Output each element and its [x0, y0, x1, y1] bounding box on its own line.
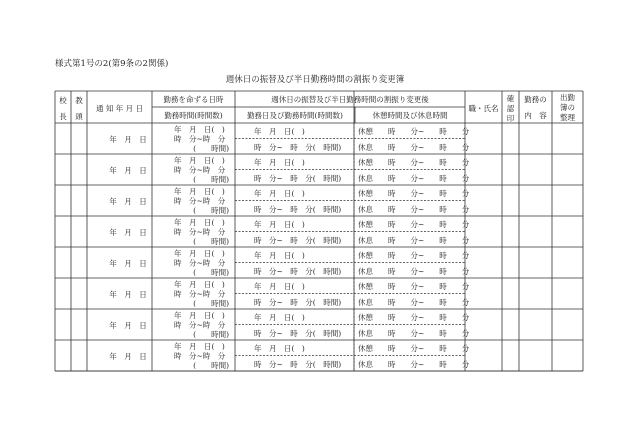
- row-rest-time: 休息 時 分~ 時 分: [358, 329, 470, 338]
- row-rest-time: 休息 時 分~ 時 分: [358, 205, 470, 214]
- row-change-time: 時 分~ 時 分( 時間): [254, 329, 342, 338]
- row-change-date: 年 月 日( ): [254, 127, 305, 136]
- header-order-hours: 勤務時間(時間数): [164, 111, 223, 120]
- row-order-date: 年 月 日( ): [174, 342, 225, 351]
- row-change-time: 時 分~ 時 分( 時間): [254, 174, 342, 183]
- header-content: 勤務の: [524, 95, 547, 104]
- row-notice-date: 年 月 日: [109, 228, 147, 237]
- header-content: 内 容: [524, 111, 547, 120]
- row-break-time: 休憩 時 分~ 時 分: [358, 127, 470, 136]
- row-break-time: 休憩 時 分~ 時 分: [358, 313, 470, 322]
- row-order-time: 時 分~時 分: [174, 165, 226, 175]
- row-change-date: 年 月 日( ): [254, 344, 305, 353]
- row-order-hours: ( 時間): [193, 175, 229, 184]
- row-change-date: 年 月 日( ): [254, 189, 305, 198]
- row-order-date: 年 月 日( ): [174, 125, 225, 134]
- row-order-hours: ( 時間): [193, 361, 229, 370]
- row-order-hours: ( 時間): [193, 330, 229, 339]
- row-notice-date: 年 月 日: [109, 290, 147, 299]
- row-break-time: 休憩 時 分~ 時 分: [358, 251, 470, 260]
- row-rest-time: 休息 時 分~ 時 分: [358, 143, 470, 152]
- row-notice-date: 年 月 日: [109, 197, 147, 206]
- row-order-hours: ( 時間): [193, 268, 229, 277]
- row-order-hours: ( 時間): [193, 144, 229, 153]
- row-change-time: 時 分~ 時 分( 時間): [254, 298, 342, 307]
- row-order-time: 時 分~時 分: [174, 227, 226, 237]
- form-number: 様式第1号の2(第9条の2関係): [55, 59, 169, 69]
- row-change-date: 年 月 日( ): [254, 158, 305, 167]
- row-change-time: 時 分~ 時 分( 時間): [254, 236, 342, 245]
- header-confirm: 確: [506, 94, 515, 103]
- row-break-time: 休憩 時 分~ 時 分: [358, 344, 470, 353]
- row-rest-time: 休息 時 分~ 時 分: [358, 174, 470, 183]
- row-change-date: 年 月 日( ): [254, 251, 305, 260]
- row-order-date: 年 月 日( ): [174, 311, 225, 320]
- header-kyoto: 頭: [75, 112, 83, 121]
- header-kocho: 長: [59, 112, 67, 121]
- row-notice-date: 年 月 日: [109, 352, 147, 361]
- header-name: 職・氏名: [468, 104, 499, 113]
- row-break-time: 休憩 時 分~ 時 分: [358, 220, 470, 229]
- row-notice-date: 年 月 日: [109, 135, 147, 144]
- row-order-date: 年 月 日( ): [174, 249, 225, 258]
- row-change-date: 年 月 日( ): [254, 282, 305, 291]
- header-change-dates: 勤務日及び勤務時間(時間数): [247, 111, 343, 120]
- header-notice-date: 通 知 年 月 日: [95, 104, 144, 113]
- document-title: 週休日の振替及び半日勤務時間の割振り変更簿: [225, 75, 405, 85]
- header-order-date: 勤務を命ずる日時: [163, 95, 224, 104]
- header-ledger: 出勤: [560, 93, 575, 102]
- row-order-time: 時 分~時 分: [174, 351, 226, 361]
- row-change-date: 年 月 日( ): [254, 313, 305, 322]
- row-rest-time: 休息 時 分~ 時 分: [358, 236, 470, 245]
- row-order-hours: ( 時間): [193, 299, 229, 308]
- header-ledger: 整理: [560, 113, 575, 122]
- header-ledger: 簿の: [560, 103, 575, 112]
- table-text: [59, 92, 575, 370]
- row-change-time: 時 分~ 時 分( 時間): [254, 205, 342, 214]
- row-order-date: 年 月 日( ): [174, 187, 225, 196]
- row-break-time: 休憩 時 分~ 時 分: [358, 189, 470, 198]
- row-rest-time: 休息 時 分~ 時 分: [358, 360, 470, 369]
- row-order-hours: ( 時間): [193, 206, 229, 215]
- row-notice-date: 年 月 日: [109, 166, 147, 175]
- row-change-date: 年 月 日( ): [254, 220, 305, 229]
- row-rest-time: 休息 時 分~ 時 分: [358, 298, 470, 307]
- row-order-time: 時 分~時 分: [174, 289, 226, 299]
- row-order-time: 時 分~時 分: [174, 320, 226, 330]
- row-order-date: 年 月 日( ): [174, 156, 225, 165]
- row-notice-date: 年 月 日: [109, 321, 147, 330]
- row-change-time: 時 分~ 時 分( 時間): [254, 267, 342, 276]
- header-confirm: 認: [506, 104, 515, 113]
- row-order-hours: ( 時間): [193, 237, 229, 246]
- row-break-time: 休憩 時 分~ 時 分: [358, 282, 470, 291]
- row-order-date: 年 月 日( ): [174, 218, 225, 227]
- row-order-time: 時 分~時 分: [174, 196, 226, 206]
- row-order-date: 年 月 日( ): [174, 280, 225, 289]
- row-change-time: 時 分~ 時 分( 時間): [254, 360, 342, 369]
- row-order-time: 時 分~時 分: [174, 134, 226, 144]
- header-change-group: 週休日の振替及び半日勤務時間の割振り変更後: [271, 95, 429, 104]
- header-kocho: 校: [59, 96, 67, 105]
- row-change-time: 時 分~ 時 分( 時間): [254, 143, 342, 152]
- row-rest-time: 休息 時 分~ 時 分: [358, 267, 470, 276]
- row-order-time: 時 分~時 分: [174, 258, 226, 268]
- row-notice-date: 年 月 日: [109, 259, 147, 268]
- header-kyoto: 教: [75, 96, 83, 105]
- header-confirm: 印: [506, 114, 515, 123]
- row-break-time: 休憩 時 分~ 時 分: [358, 158, 470, 167]
- header-break-times: 休憩時間及び休息時間: [372, 111, 448, 120]
